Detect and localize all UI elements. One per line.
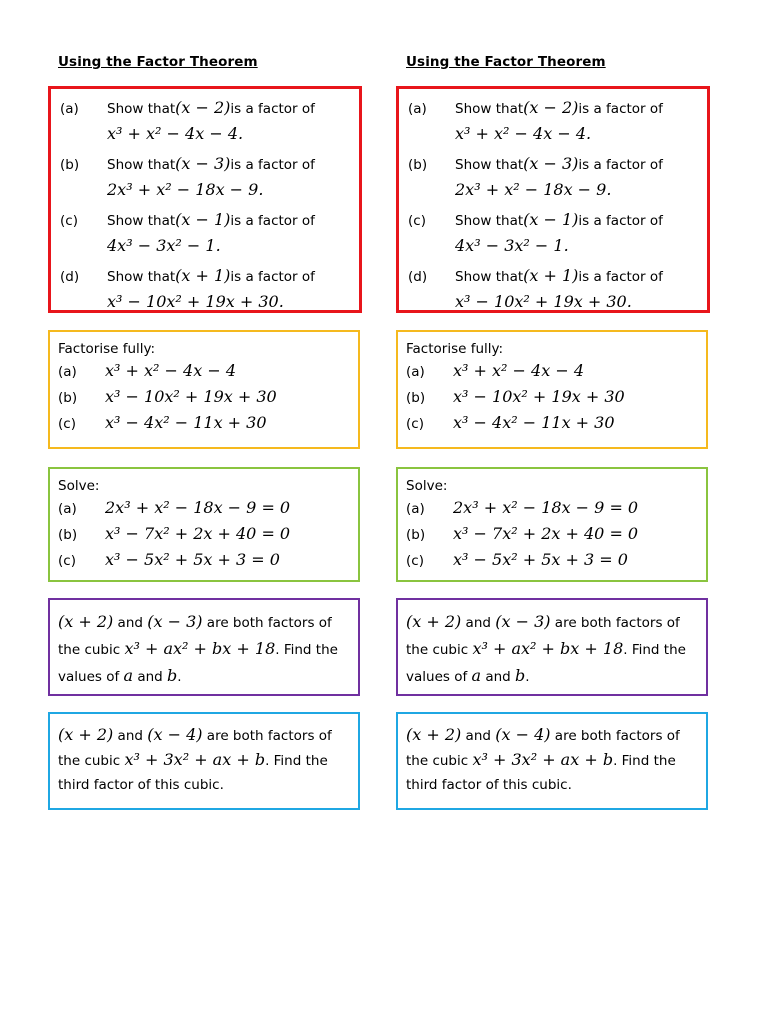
factor-expression: (x + 1)	[175, 266, 231, 285]
question-label: (a)	[58, 364, 77, 380]
box-title: Factorise fully:	[406, 341, 504, 357]
problem-text-fragment: the cubic	[58, 642, 125, 658]
question-suffix: is a factor of	[230, 213, 315, 229]
problem-text-fragment: and	[461, 728, 496, 744]
problem-text-fragment: are both factors of	[550, 615, 680, 631]
polynomial-expression: x³ + x² − 4x − 4	[453, 361, 584, 380]
problem-text-fragment: and	[133, 669, 168, 685]
problem-text-fragment: and	[461, 615, 496, 631]
worksheet-heading: Using the Factor Theorem	[406, 54, 606, 70]
question-prefix: Show that	[455, 269, 524, 285]
question-item	[406, 361, 698, 387]
factor-expression: (x − 3)	[495, 612, 551, 631]
polynomial-expression: 2x³ + x² − 18x − 9.	[455, 180, 612, 199]
question-suffix: is a factor of	[578, 101, 663, 117]
question-label: (a)	[408, 101, 427, 117]
question-label: (b)	[408, 157, 428, 173]
polynomial-expression: x³ + x² − 4x − 4.	[107, 124, 244, 143]
problem-text-fragment: values of	[406, 669, 472, 685]
find-values-box	[396, 598, 708, 696]
problem-text-fragment: the cubic	[406, 642, 473, 658]
problem-text-fragment: are both factors of	[202, 728, 332, 744]
question-item	[58, 524, 350, 550]
polynomial-expression: x³ + 3x² + ax + b	[124, 750, 266, 769]
factor-expression: (x − 4)	[495, 725, 551, 744]
question-item	[58, 550, 350, 576]
factorise-box	[396, 330, 708, 449]
factor-expression: (x − 4)	[147, 725, 203, 744]
third-factor-box	[396, 712, 708, 810]
question-label: (d)	[408, 269, 428, 285]
polynomial-expression: x³ − 10x² + 19x + 30.	[107, 292, 284, 311]
question-prefix: Show that	[107, 157, 176, 173]
solve-box	[48, 467, 360, 582]
factor-expression: (x − 3)	[523, 154, 579, 173]
problem-text-fragment: . Find the	[623, 642, 686, 658]
question-item	[406, 387, 698, 413]
problem-text-fragment: . Find the	[613, 753, 676, 769]
question-prefix: Show that	[455, 157, 524, 173]
equation-expression: x³ − 7x² + 2x + 40 = 0	[105, 524, 291, 543]
question-item	[60, 210, 350, 262]
problem-text-fragment: third factor of this cubic.	[406, 777, 572, 793]
question-prefix: Show that	[107, 101, 176, 117]
question-suffix: is a factor of	[230, 269, 315, 285]
question-item	[406, 524, 698, 550]
problem-text	[58, 723, 350, 797]
polynomial-expression: x³ + 3x² + ax + b	[472, 750, 614, 769]
question-label: (a)	[58, 501, 77, 517]
question-suffix: is a factor of	[230, 101, 315, 117]
problem-text	[58, 609, 350, 690]
problem-text-fragment: and	[113, 615, 148, 631]
question-item	[408, 154, 698, 206]
factorise-box	[48, 330, 360, 449]
equation-expression: x³ − 7x² + 2x + 40 = 0	[453, 524, 639, 543]
variable-b: b	[167, 666, 178, 685]
question-suffix: is a factor of	[578, 213, 663, 229]
question-item	[58, 387, 350, 413]
variable-a: a	[123, 666, 134, 685]
equation-expression: 2x³ + x² − 18x − 9 = 0	[453, 498, 639, 517]
question-label: (c)	[406, 553, 424, 569]
question-label: (b)	[60, 157, 80, 173]
question-prefix: Show that	[107, 213, 176, 229]
show-factor-box	[48, 86, 362, 313]
problem-text-fragment: . Find the	[275, 642, 338, 658]
polynomial-expression: x³ − 4x² − 11x + 30	[105, 413, 267, 432]
problem-text-fragment: the cubic	[58, 753, 125, 769]
question-item	[406, 413, 698, 439]
problem-text-fragment: and	[481, 669, 516, 685]
question-label: (c)	[60, 213, 78, 229]
question-suffix: is a factor of	[578, 269, 663, 285]
problem-text-fragment: . Find the	[265, 753, 328, 769]
factor-expression: (x − 1)	[523, 210, 579, 229]
question-item	[58, 413, 350, 439]
box-title: Solve:	[58, 478, 100, 494]
polynomial-expression: 4x³ − 3x² − 1.	[455, 236, 569, 255]
factor-expression: (x + 1)	[523, 266, 579, 285]
question-label: (c)	[58, 553, 76, 569]
question-prefix: Show that	[455, 213, 524, 229]
factor-expression: (x + 2)	[58, 725, 114, 744]
show-factor-box	[396, 86, 710, 313]
solve-box	[396, 467, 708, 582]
question-suffix: is a factor of	[230, 157, 315, 173]
question-label: (b)	[58, 527, 78, 543]
question-item	[60, 266, 350, 318]
question-label: (a)	[60, 101, 79, 117]
question-prefix: Show that	[455, 101, 524, 117]
polynomial-expression: x³ + x² − 4x − 4.	[455, 124, 592, 143]
polynomial-expression: 2x³ + x² − 18x − 9.	[107, 180, 264, 199]
factor-expression: (x − 2)	[523, 98, 579, 117]
problem-text-fragment: are both factors of	[550, 728, 680, 744]
variable-a: a	[471, 666, 482, 685]
problem-text-fragment: .	[177, 669, 182, 685]
factor-expression: (x − 1)	[175, 210, 231, 229]
problem-text-fragment: are both factors of	[202, 615, 332, 631]
question-item	[60, 154, 350, 206]
question-item	[406, 550, 698, 576]
third-factor-box	[48, 712, 360, 810]
variable-b: b	[515, 666, 526, 685]
problem-text-fragment: .	[525, 669, 530, 685]
problem-text-fragment: values of	[58, 669, 124, 685]
question-suffix: is a factor of	[578, 157, 663, 173]
problem-text-fragment: third factor of this cubic.	[58, 777, 224, 793]
polynomial-expression: x³ − 10x² + 19x + 30	[453, 387, 625, 406]
polynomial-expression: x³ + ax² + bx + 18	[124, 639, 276, 658]
find-values-box	[48, 598, 360, 696]
problem-text	[406, 609, 698, 690]
question-item	[408, 210, 698, 262]
question-item	[408, 98, 698, 150]
question-label: (a)	[406, 364, 425, 380]
problem-text	[406, 723, 698, 797]
question-item	[60, 98, 350, 150]
question-label: (d)	[60, 269, 80, 285]
polynomial-expression: x³ + x² − 4x − 4	[105, 361, 236, 380]
question-label: (b)	[58, 390, 78, 406]
worksheet-heading: Using the Factor Theorem	[58, 54, 258, 70]
equation-expression: x³ − 5x² + 5x + 3 = 0	[105, 550, 280, 569]
question-label: (c)	[406, 416, 424, 432]
question-item	[406, 498, 698, 524]
polynomial-expression: 4x³ − 3x² − 1.	[107, 236, 221, 255]
box-title: Solve:	[406, 478, 448, 494]
factor-expression: (x − 3)	[147, 612, 203, 631]
problem-text-fragment: and	[113, 728, 148, 744]
question-item	[408, 266, 698, 318]
question-item	[58, 361, 350, 387]
equation-expression: 2x³ + x² − 18x − 9 = 0	[105, 498, 291, 517]
factor-expression: (x + 2)	[406, 725, 462, 744]
factor-expression: (x − 3)	[175, 154, 231, 173]
problem-text-fragment: the cubic	[406, 753, 473, 769]
question-item	[58, 498, 350, 524]
equation-expression: x³ − 5x² + 5x + 3 = 0	[453, 550, 628, 569]
question-label: (b)	[406, 390, 426, 406]
question-label: (c)	[58, 416, 76, 432]
polynomial-expression: x³ − 10x² + 19x + 30.	[455, 292, 632, 311]
factor-expression: (x + 2)	[406, 612, 462, 631]
polynomial-expression: x³ − 4x² − 11x + 30	[453, 413, 615, 432]
polynomial-expression: x³ − 10x² + 19x + 30	[105, 387, 277, 406]
question-prefix: Show that	[107, 269, 176, 285]
factor-expression: (x − 2)	[175, 98, 231, 117]
question-label: (c)	[408, 213, 426, 229]
question-label: (a)	[406, 501, 425, 517]
box-title: Factorise fully:	[58, 341, 156, 357]
polynomial-expression: x³ + ax² + bx + 18	[472, 639, 624, 658]
question-label: (b)	[406, 527, 426, 543]
factor-expression: (x + 2)	[58, 612, 114, 631]
